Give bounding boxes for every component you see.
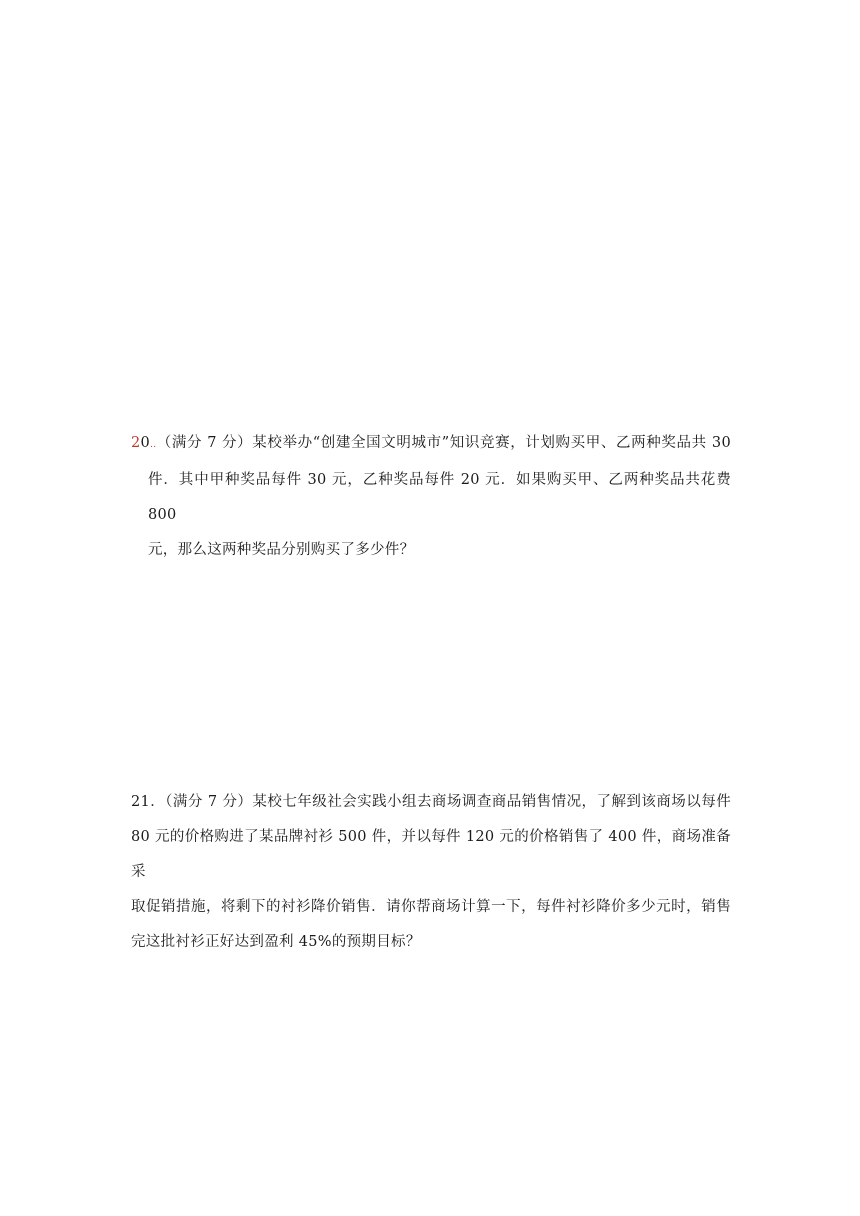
question-21-line-4: 完这批衬衫正好达到盈利 45%的预期目标？ <box>131 934 421 950</box>
question-20-line-1 <box>131 426 731 463</box>
question-20 <box>131 426 731 568</box>
question-20-number-marker: .. <box>150 440 157 450</box>
question-20-line-3: 元，那么这两种奖品分别购买了多少件？ <box>148 542 415 558</box>
question-21 <box>131 785 731 960</box>
question-21-line-2: 80 元的价格购进了某品牌衬衫 500 件，并以每件 120 元的价格销售了 400 件，商场准备采 <box>131 829 731 880</box>
question-20-text-1: （满分 7 分）某校举办“创建全国文明城市”知识竞赛，计划购买甲、乙两种奖品共 30 <box>156 435 731 451</box>
question-20-line-2: 件．其中甲种奖品每件 30 元，乙种奖品每件 20 元．如果购买甲、乙两种奖品共花费 800 <box>148 472 731 523</box>
question-21-line-1: 21．（满分 7 分）某校七年级社会实践小组去商场调查商品销售情况，了解到该商场以每件 <box>131 794 731 810</box>
question-20-number-digit-2: 0 <box>140 435 151 451</box>
question-20-number-digit-1: 2 <box>131 435 141 451</box>
question-21-line-3: 取促销措施，将剩下的衬衫降价销售．请你帮商场计算一下，每件衬衫降价多少元时，销售 <box>131 899 731 915</box>
